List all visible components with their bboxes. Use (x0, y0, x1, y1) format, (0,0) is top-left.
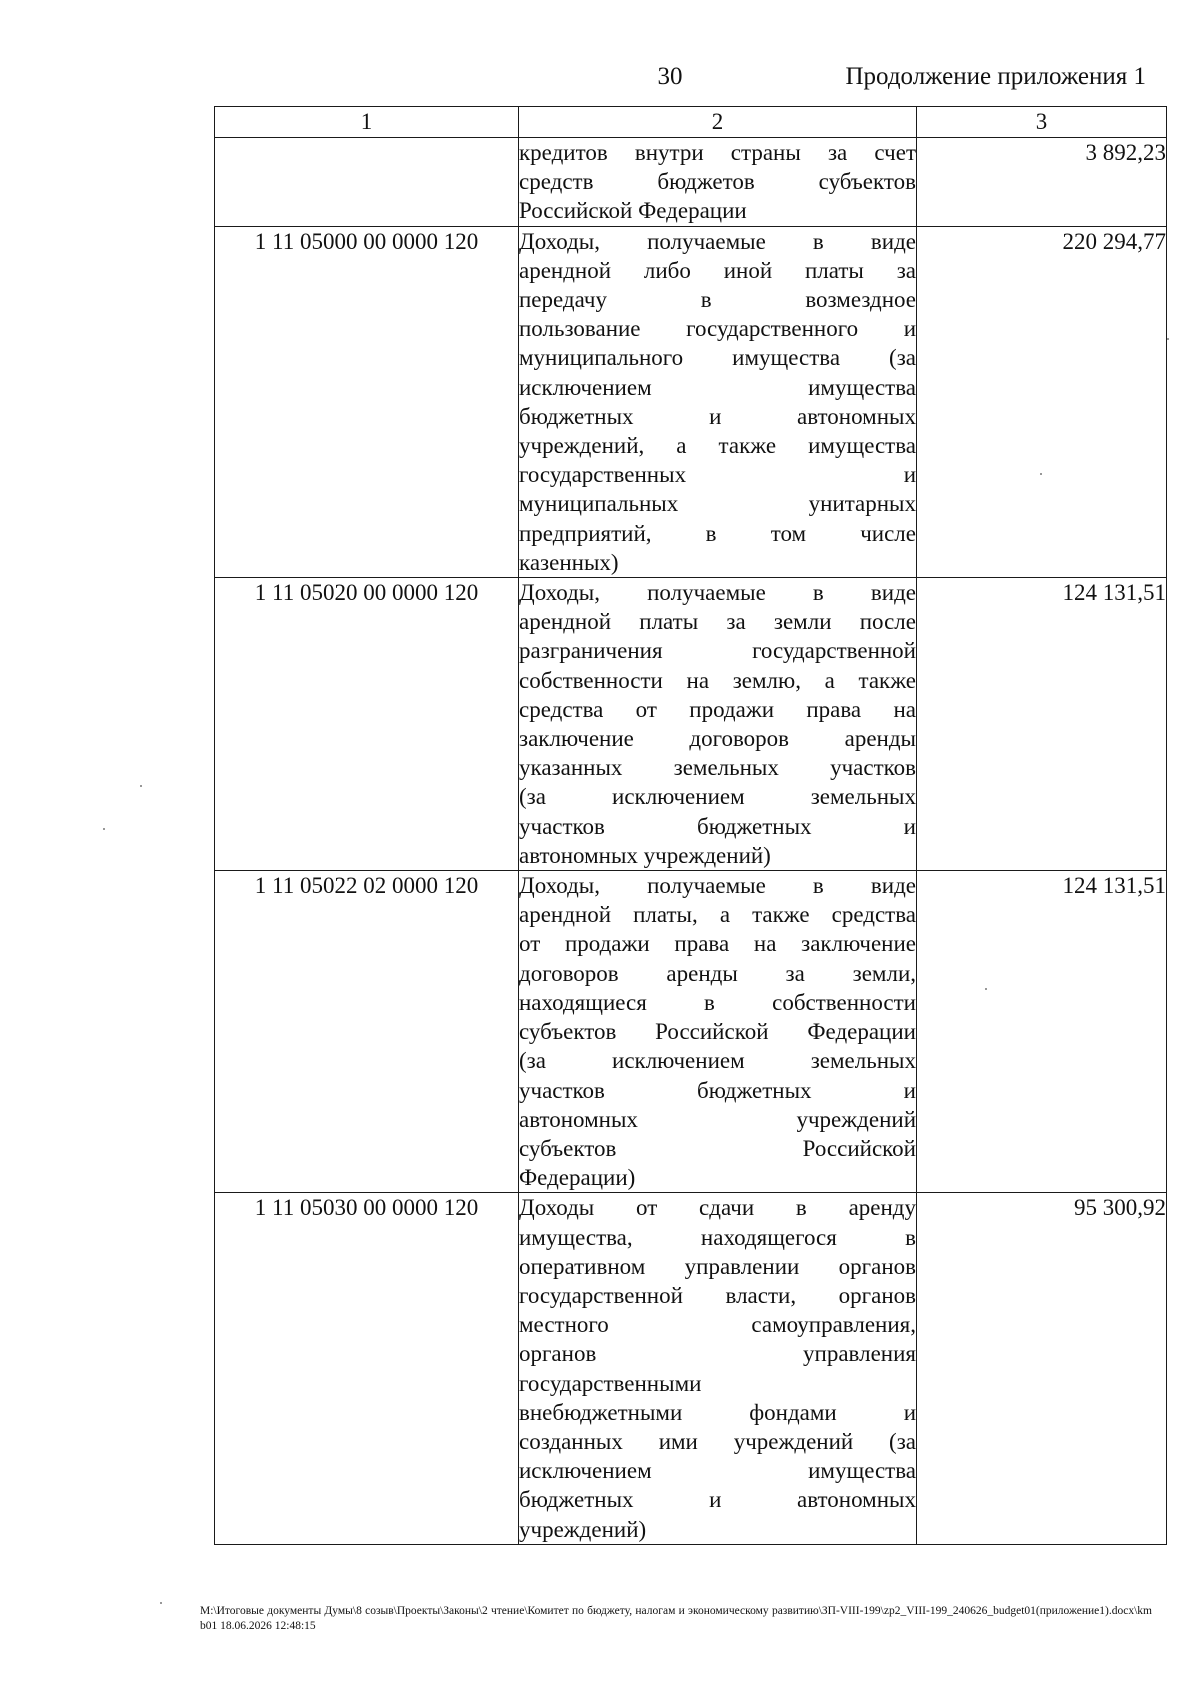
description-line: внебюджетными фондами и (519, 1399, 916, 1425)
budget-revenue-table (214, 106, 1167, 1545)
file-path-footer: M:\Итоговые документы Думы\8 созыв\Проекты\Законы\2 чтение\Комитет по бюджету, налогам и экономическому развитию\ЗП-VIII-199\zp2_VIII-199_240626_budget01(приложение1).docx\kmb01 18.06.2026 12:48:15 (200, 1605, 1152, 1632)
column-header-1: 1 (215, 107, 519, 138)
description-line: автономных учреждений (519, 1106, 916, 1132)
revenue-code-cell: 1 11 05000 00 0000 120 (215, 226, 519, 577)
revenue-description-cell (519, 578, 917, 871)
table-row (215, 871, 1167, 1193)
amount-cell: 124 131,51 (917, 578, 1167, 871)
description-line: автономных учреждений) (519, 842, 771, 868)
description-line: имущества, находящегося в (519, 1224, 916, 1250)
description-line: кредитов внутри страны за счет (519, 140, 916, 165)
scan-speck (160, 1602, 162, 1604)
table-body (215, 138, 1167, 1545)
description-line: договоров аренды за земли, (519, 960, 916, 986)
description-line: Доходы, получаемые в виде (519, 228, 916, 254)
description-line: учреждений) (519, 1516, 647, 1542)
table-row (215, 578, 1167, 871)
description-line: государственными (519, 1370, 702, 1396)
description-line: исключением имущества (519, 1458, 916, 1484)
description-line: бюджетных и автономных (519, 1487, 916, 1513)
description-line: указанных земельных участков (519, 755, 916, 781)
description-line: участков бюджетных и (519, 1077, 916, 1103)
table-row (215, 1193, 1167, 1544)
description-line: субъектов Российской (519, 1135, 916, 1161)
description-line: участков бюджетных и (519, 813, 916, 839)
description-line: государственных и (519, 462, 916, 488)
description-line: передачу в возмездное (519, 287, 916, 313)
description-line: созданных ими учреждений (за (519, 1428, 916, 1454)
column-header-3: 3 (917, 107, 1167, 138)
scan-speck (985, 988, 987, 990)
appendix-continuation-header: Продолжение приложения 1 (845, 63, 1146, 90)
description-line: оперативном управлении органов (519, 1253, 916, 1279)
revenue-description-cell (519, 138, 917, 227)
description-line: разграничения государственной (519, 638, 916, 664)
description-line: Российской Федерации (519, 198, 747, 224)
revenue-description-cell (519, 226, 917, 577)
description-line: исключением имущества (519, 374, 916, 400)
description-line: бюджетных и автономных (519, 403, 916, 429)
description-line: заключение договоров аренды (519, 726, 916, 752)
description-line: Федерации) (519, 1165, 636, 1191)
description-line: находящиеся в собственности (519, 989, 916, 1015)
description-line: муниципальных унитарных (519, 491, 916, 517)
description-line: органов управления (519, 1341, 916, 1367)
description-line: муниципального имущества (за (519, 345, 916, 371)
amount-cell: 220 294,77 (917, 226, 1167, 577)
description-line: средства от продажи права на (519, 696, 916, 722)
revenue-code-cell: 1 11 05030 00 0000 120 (215, 1193, 519, 1544)
table-header-row (215, 107, 1167, 138)
description-line: казенных) (519, 549, 619, 575)
description-line: Доходы, получаемые в виде (519, 873, 916, 899)
description-line: (за исключением земельных (519, 784, 916, 810)
description-line: арендной либо иной платы за (519, 257, 916, 283)
description-line: собственности на землю, а также (519, 667, 916, 693)
scan-speck (1040, 473, 1042, 475)
scan-speck (103, 828, 105, 830)
amount-cell: 124 131,51 (917, 871, 1167, 1193)
column-header-2: 2 (519, 107, 917, 138)
description-line: Доходы, получаемые в виде (519, 580, 916, 606)
revenue-code-cell: 1 11 05020 00 0000 120 (215, 578, 519, 871)
amount-cell: 3 892,23 (917, 138, 1167, 227)
description-line: (за исключением земельных (519, 1048, 916, 1074)
table-row (215, 226, 1167, 577)
table-header (215, 107, 1167, 138)
page-number: 30 (657, 63, 683, 90)
revenue-description-cell (519, 1193, 917, 1544)
revenue-code-cell: 1 11 05022 02 0000 120 (215, 871, 519, 1193)
description-line: пользование государственного и (519, 316, 916, 342)
description-line: арендной платы за земли после (519, 609, 916, 635)
description-line: от продажи права на заключение (519, 931, 916, 957)
description-line: арендной платы, а также средства (519, 902, 916, 928)
table-row (215, 138, 1167, 227)
description-line: средств бюджетов субъектов (519, 169, 916, 195)
revenue-description-cell (519, 871, 917, 1193)
scan-speck (140, 785, 142, 787)
revenue-code-cell (215, 138, 519, 227)
description-line: местного самоуправления, (519, 1312, 916, 1338)
description-line: государственной власти, органов (519, 1282, 916, 1308)
description-line: субъектов Российской Федерации (519, 1019, 916, 1045)
amount-cell: 95 300,92 (917, 1193, 1167, 1544)
scan-speck (1167, 338, 1169, 340)
description-line: предприятий, в том числе (519, 520, 916, 546)
description-line: учреждений, а также имущества (519, 433, 916, 459)
description-line: Доходы от сдачи в аренду (519, 1195, 916, 1221)
